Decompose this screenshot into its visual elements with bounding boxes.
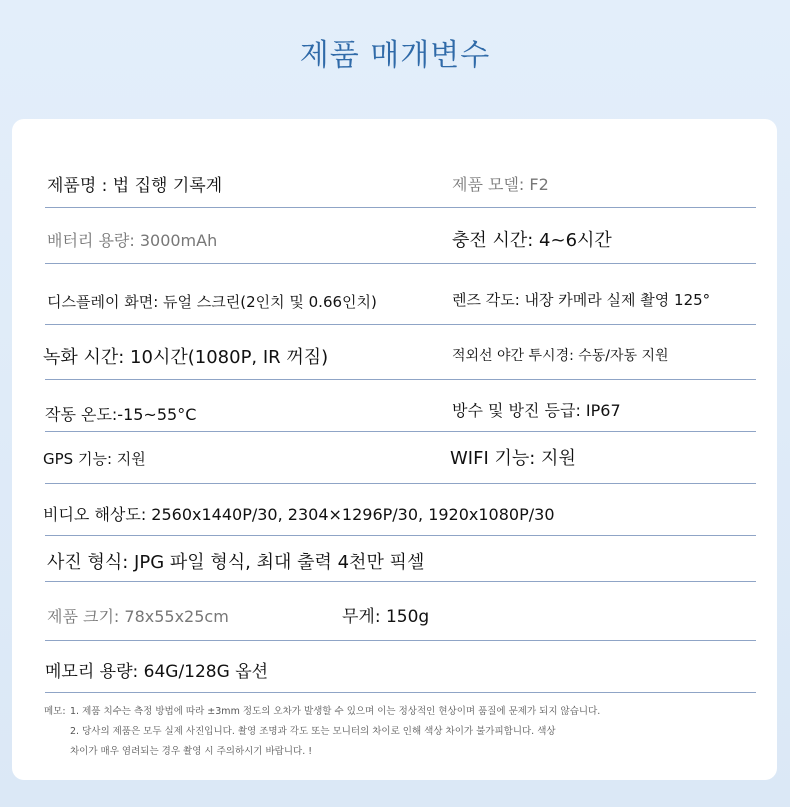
spec-row xyxy=(45,432,756,484)
night-vision: 적외선 야간 투시경: 수동/자동 지원 xyxy=(452,348,669,364)
product-weight: 무게: 150g xyxy=(342,607,430,627)
display-screen: 디스플레이 화면: 듀얼 스크린(2인치 및 0.66인치) xyxy=(47,293,377,311)
memory-capacity: 메모리 용량: 64G/128G 옵션 xyxy=(45,662,269,682)
spec-row xyxy=(45,208,756,264)
operating-temperature: 작동 온도:-15~55°C xyxy=(45,405,197,424)
wifi-function: WIFI 기능: 지원 xyxy=(450,448,576,469)
product-size: 제품 크기: 78x55x25cm xyxy=(47,607,229,626)
recording-time: 녹화 시간: 10시간(1080P, IR 꺼짐) xyxy=(43,347,329,368)
spec-row xyxy=(45,159,756,208)
spec-row xyxy=(45,582,756,641)
note-line: 1. 제품 치수는 측정 방법에 따라 ±3mm 정도의 오차가 발생할 수 있으며 이는 정상적인 현상이며 품질에 문제가 되지 않습니다. xyxy=(70,706,601,717)
photo-format: 사진 형식: JPG 파일 형식, 최대 출력 4천만 픽셀 xyxy=(47,552,425,573)
gps-function: GPS 기능: 지원 xyxy=(43,450,146,468)
notes-label: 메모: xyxy=(44,706,66,717)
spec-row xyxy=(45,484,756,536)
spec-card xyxy=(12,119,777,780)
charging-time: 충전 시간: 4~6시간 xyxy=(452,230,612,251)
note-line: 2. 당사의 제품은 모두 실제 사진입니다. 촬영 조명과 각도 또는 모니터의 차이로 인해 색상 차이가 불가피합니다. 색상 xyxy=(70,726,556,737)
product-model: 제품 모델: F2 xyxy=(452,175,549,194)
waterproof-rating: 방수 및 방진 등급: IP67 xyxy=(452,401,621,420)
spec-row xyxy=(45,536,756,582)
video-resolution: 비디오 해상도: 2560x1440P/30, 2304×1296P/30, 1920x1080P/30 xyxy=(43,505,555,524)
spec-row xyxy=(45,325,756,380)
page-title: 제품 매개변수 xyxy=(299,38,491,73)
spec-row xyxy=(45,380,756,432)
note-line: 차이가 매우 염려되는 경우 촬영 시 주의하시기 바랍니다. ! xyxy=(70,746,313,757)
spec-row xyxy=(45,264,756,325)
lens-angle: 렌즈 각도: 내장 카메라 실제 촬영 125° xyxy=(452,291,711,309)
product-name: 제품명 : 법 집행 기록계 xyxy=(47,176,223,196)
spec-row xyxy=(45,641,756,693)
battery-capacity: 배터리 용량: 3000mAh xyxy=(47,231,218,250)
